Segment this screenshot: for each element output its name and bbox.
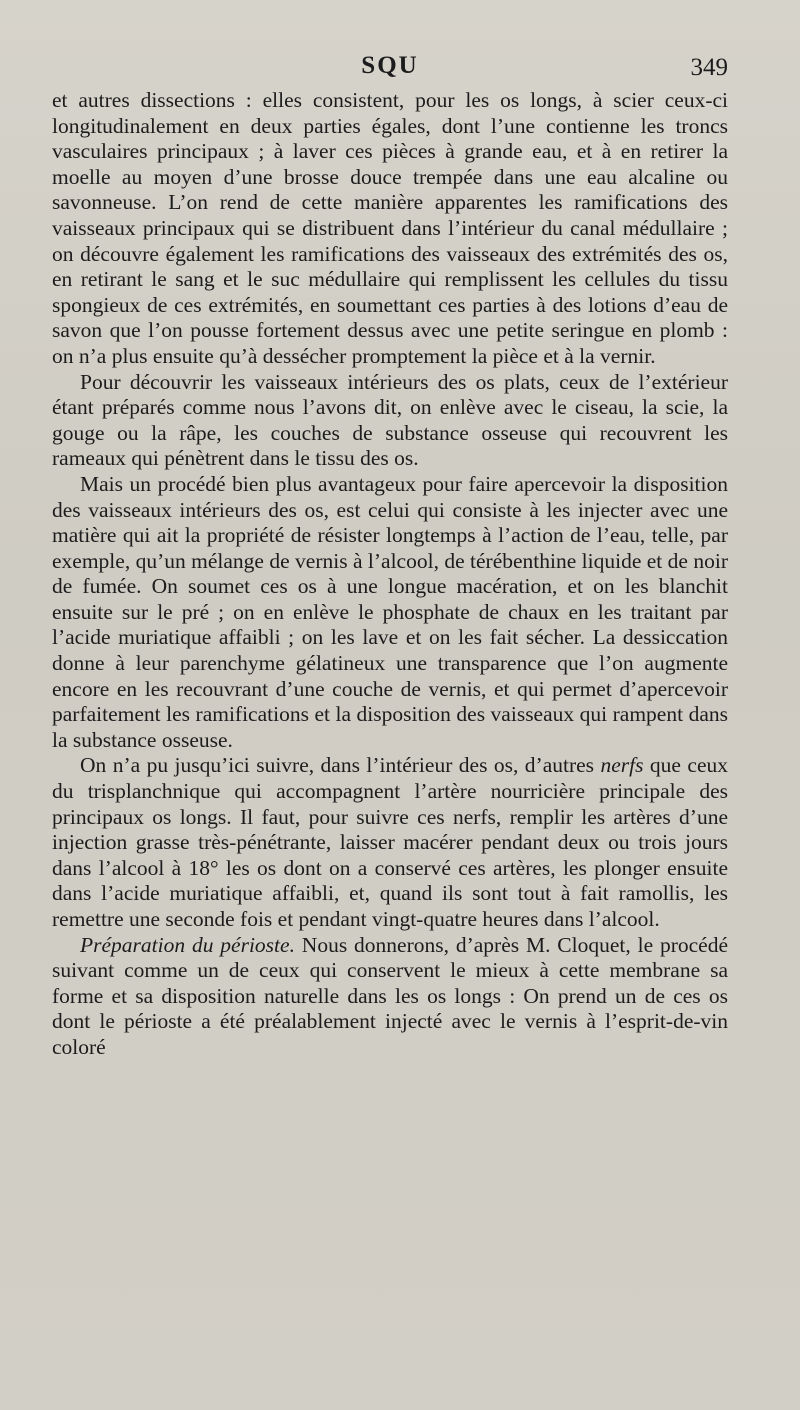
paragraph-4-italic: nerfs [600,753,644,778]
paragraph-4 [52,753,728,932]
paragraph-1-text: et autres dissections : elles consistent, pour les os longs, à scier ceux-ci longitudinalement en deux parties égales, dont l’une contienne les troncs vasculaires principaux ; à laver ces pièces à grande eau, et à en retirer la moelle au moyen d’une brosse douce trempée dans une eau alcaline ou savonneuse. L’on rend de cette manière apparentes les ramifications des vaisseaux principaux qui se distribuent dans l’intérieur du canal médullaire ; on découvre également les ramifications des vaisseaux des extrémités des os, en retirant le sang et le suc médullaire qui remplissent les cellules du tissu spongieux de ces extrémités, en soumettant ces parties à des lotions d’eau de savon que l’on pousse fortement dessus avec une petite seringue en plomb : on n’a plus ensuite qu’à dessécher promptement la pièce et à la vernir. [52,88,728,368]
paragraph-3-text: Mais un procédé bien plus avantageux pour faire apercevoir la disposition des vaisseaux intérieurs des os, est celui qui consiste à les injecter avec une matière qui ait la propriété de résister longtemps à l’action de l’eau, telle, par exemple, qu’un mélange de vernis à l’alcool, de térébenthine liquide et de noir de fumée. On soumet ces os à une longue macération, et on les blanchit ensuite sur le pré ; on en enlève le phosphate de chaux en les traitant par l’acide muriatique affaibli ; on les lave et on les fait sécher. La dessiccation donne à leur parenchyme gélatineux une transparence que l’on augmente encore en les recouvrant d’une couche de vernis, et qui permet d’apercevoir parfaitement les ramifications et la disposition des vaisseaux qui rampent dans la substance osseuse. [52,471,728,752]
paragraph-3 [52,472,728,754]
paragraph-4-lead: On n’a pu jusqu’ici suivre, dans l’intérieur des os, d’autres [80,753,601,778]
paragraph-4-text: que ceux du trisplanchnique qui accompagnent l’artère nourricière principale des principaux os longs. Il faut, pour suivre ces nerfs, remplir les artères d’une injection grasse très-pénétrante, laisser macérer pendant deux ou trois jours dans l’alcool à 18° les os dont on a conservé ces artères, les plonger ensuite dans l’acide muriatique affaibli, et, quand ils sont tout à fait ramollis, les remettre une seconde fois et pendant vingt-quatre heures dans l’alcool. [52,753,728,931]
page-number: 349 [690,54,728,81]
paragraph-2-text: Pour découvrir les vaisseaux intérieurs des os plats, ceux de l’extérieur étant préparés comme nous l’avons dit, on enlève avec le ciseau, la scie, la gouge ou la râpe, les couches de substance osseuse qui recouvrent les rameaux qui pénètrent dans le tissu des os. [52,369,728,471]
paragraph-5 [52,933,728,1061]
paragraph-2 [52,370,728,472]
paragraph-1 [52,88,728,370]
running-head: SQU [361,52,419,79]
page-header [52,52,728,92]
paragraph-5-text: Nous donnerons, d’après M. Cloquet, le procédé suivant comme un de ceux qui conservent le mieux à cette membrane sa forme et sa disposition naturelle dans les os longs : On prend un de ces os dont le périoste a été préalablement injecté avec le vernis à l’esprit-de-vin coloré [52,932,728,1059]
paragraph-5-italic: Préparation du périoste. [80,932,295,957]
body-text [52,88,728,1061]
